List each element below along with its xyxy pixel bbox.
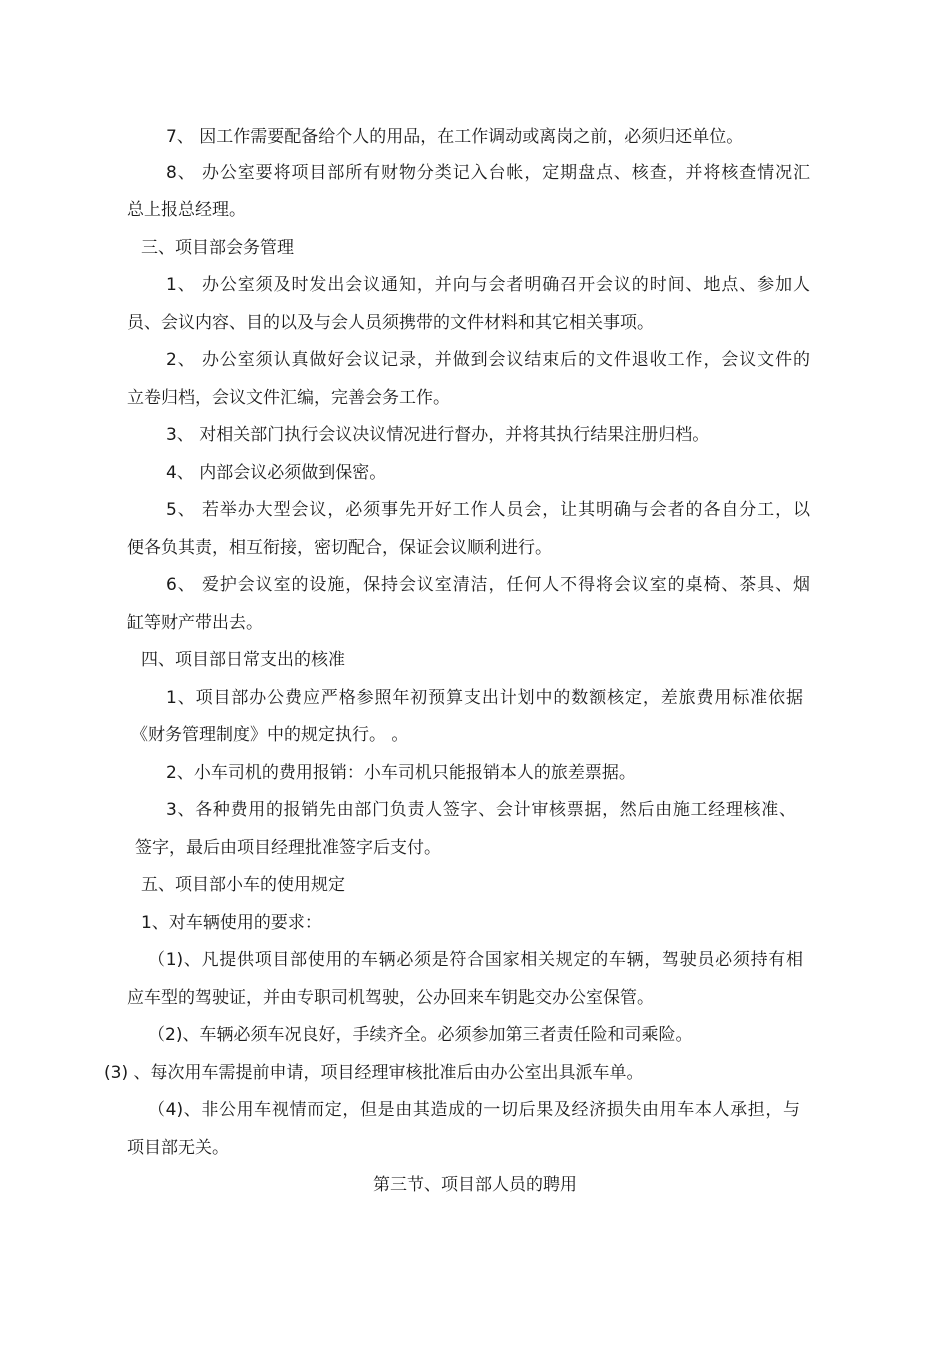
text-line: 1、 办公室须及时发出会议通知，并向与会者明确召开会议的时间、地点、参加人 [166, 275, 810, 295]
text-line: 4、 内部会议必须做到保密。 [166, 463, 387, 483]
text-line: 1、对车辆使用的要求： [141, 913, 322, 933]
text-line: 立卷归档，会议文件汇编，完善会务工作。 [127, 388, 450, 408]
section-heading: 五、项目部小车的使用规定 [141, 875, 345, 895]
text-line: 2、小车司机的费用报销：小车司机只能报销本人的旅差票据。 [166, 763, 636, 783]
section-heading: 四、项目部日常支出的核准 [141, 650, 345, 670]
section-heading: 三、项目部会务管理 [141, 238, 294, 258]
text-line: 《财务管理制度》中的规定执行。 。 [131, 725, 409, 745]
text-line: 5、 若举办大型会议，必须事先开好工作人员会，让其明确与会者的各自分工，以 [166, 500, 810, 520]
text-line: 应车型的驾驶证，并由专职司机驾驶，公办回来车钥匙交办公室保管。 [127, 988, 654, 1008]
text-line: 项目部无关。 [127, 1138, 229, 1158]
text-line: 7、 因工作需要配备给个人的用品，在工作调动或离岗之前，必须归还单位。 [166, 127, 744, 147]
text-line: 1、项目部办公费应严格参照年初预算支出计划中的数额核定，差旅费用标准依据 [166, 688, 803, 708]
text-line: （1)、凡提供项目部使用的车辆必须是符合国家相关规定的车辆，驾驶员必须持有相 [148, 950, 803, 970]
chapter-heading: 第三节、项目部人员的聘用 [373, 1175, 577, 1195]
text-line: 员、会议内容、目的以及与会人员须携带的文件材料和其它相关事项。 [127, 313, 654, 333]
text-line: 6、 爱护会议室的设施，保持会议室清洁，任何人不得将会议室的桌椅、茶具、烟 [166, 575, 810, 595]
text-line: 3、 对相关部门执行会议决议情况进行督办，并将其执行结果注册归档。 [166, 425, 710, 445]
text-line: 3、各种费用的报销先由部门负责人签字、会计审核票据，然后由施工经理核准、 [166, 800, 796, 820]
text-line: 签字，最后由项目经理批准签字后支付。 [135, 838, 441, 858]
text-line: 2、 办公室须认真做好会议记录，并做到会议结束后的文件退收工作，会议文件的 [166, 350, 810, 370]
text-line: 缸等财产带出去。 [127, 613, 263, 633]
text-line: 8、 办公室要将项目部所有财物分类记入台帐，定期盘点、核查，并将核查情况汇 [166, 163, 810, 183]
text-line: 总上报总经理。 [127, 200, 246, 220]
text-line: (3) 、每次用车需提前申请，项目经理审核批准后由办公室出具派车单。 [104, 1063, 644, 1083]
text-line: （4)、非公用车视情而定，但是由其造成的一切后果及经济损失由用车本人承担，与 [148, 1100, 800, 1120]
text-line: （2)、车辆必须车况良好，手续齐全。必须参加第三者责任险和司乘险。 [148, 1025, 693, 1045]
text-line: 便各负其责，相互衔接，密切配合，保证会议顺利进行。 [127, 538, 552, 558]
